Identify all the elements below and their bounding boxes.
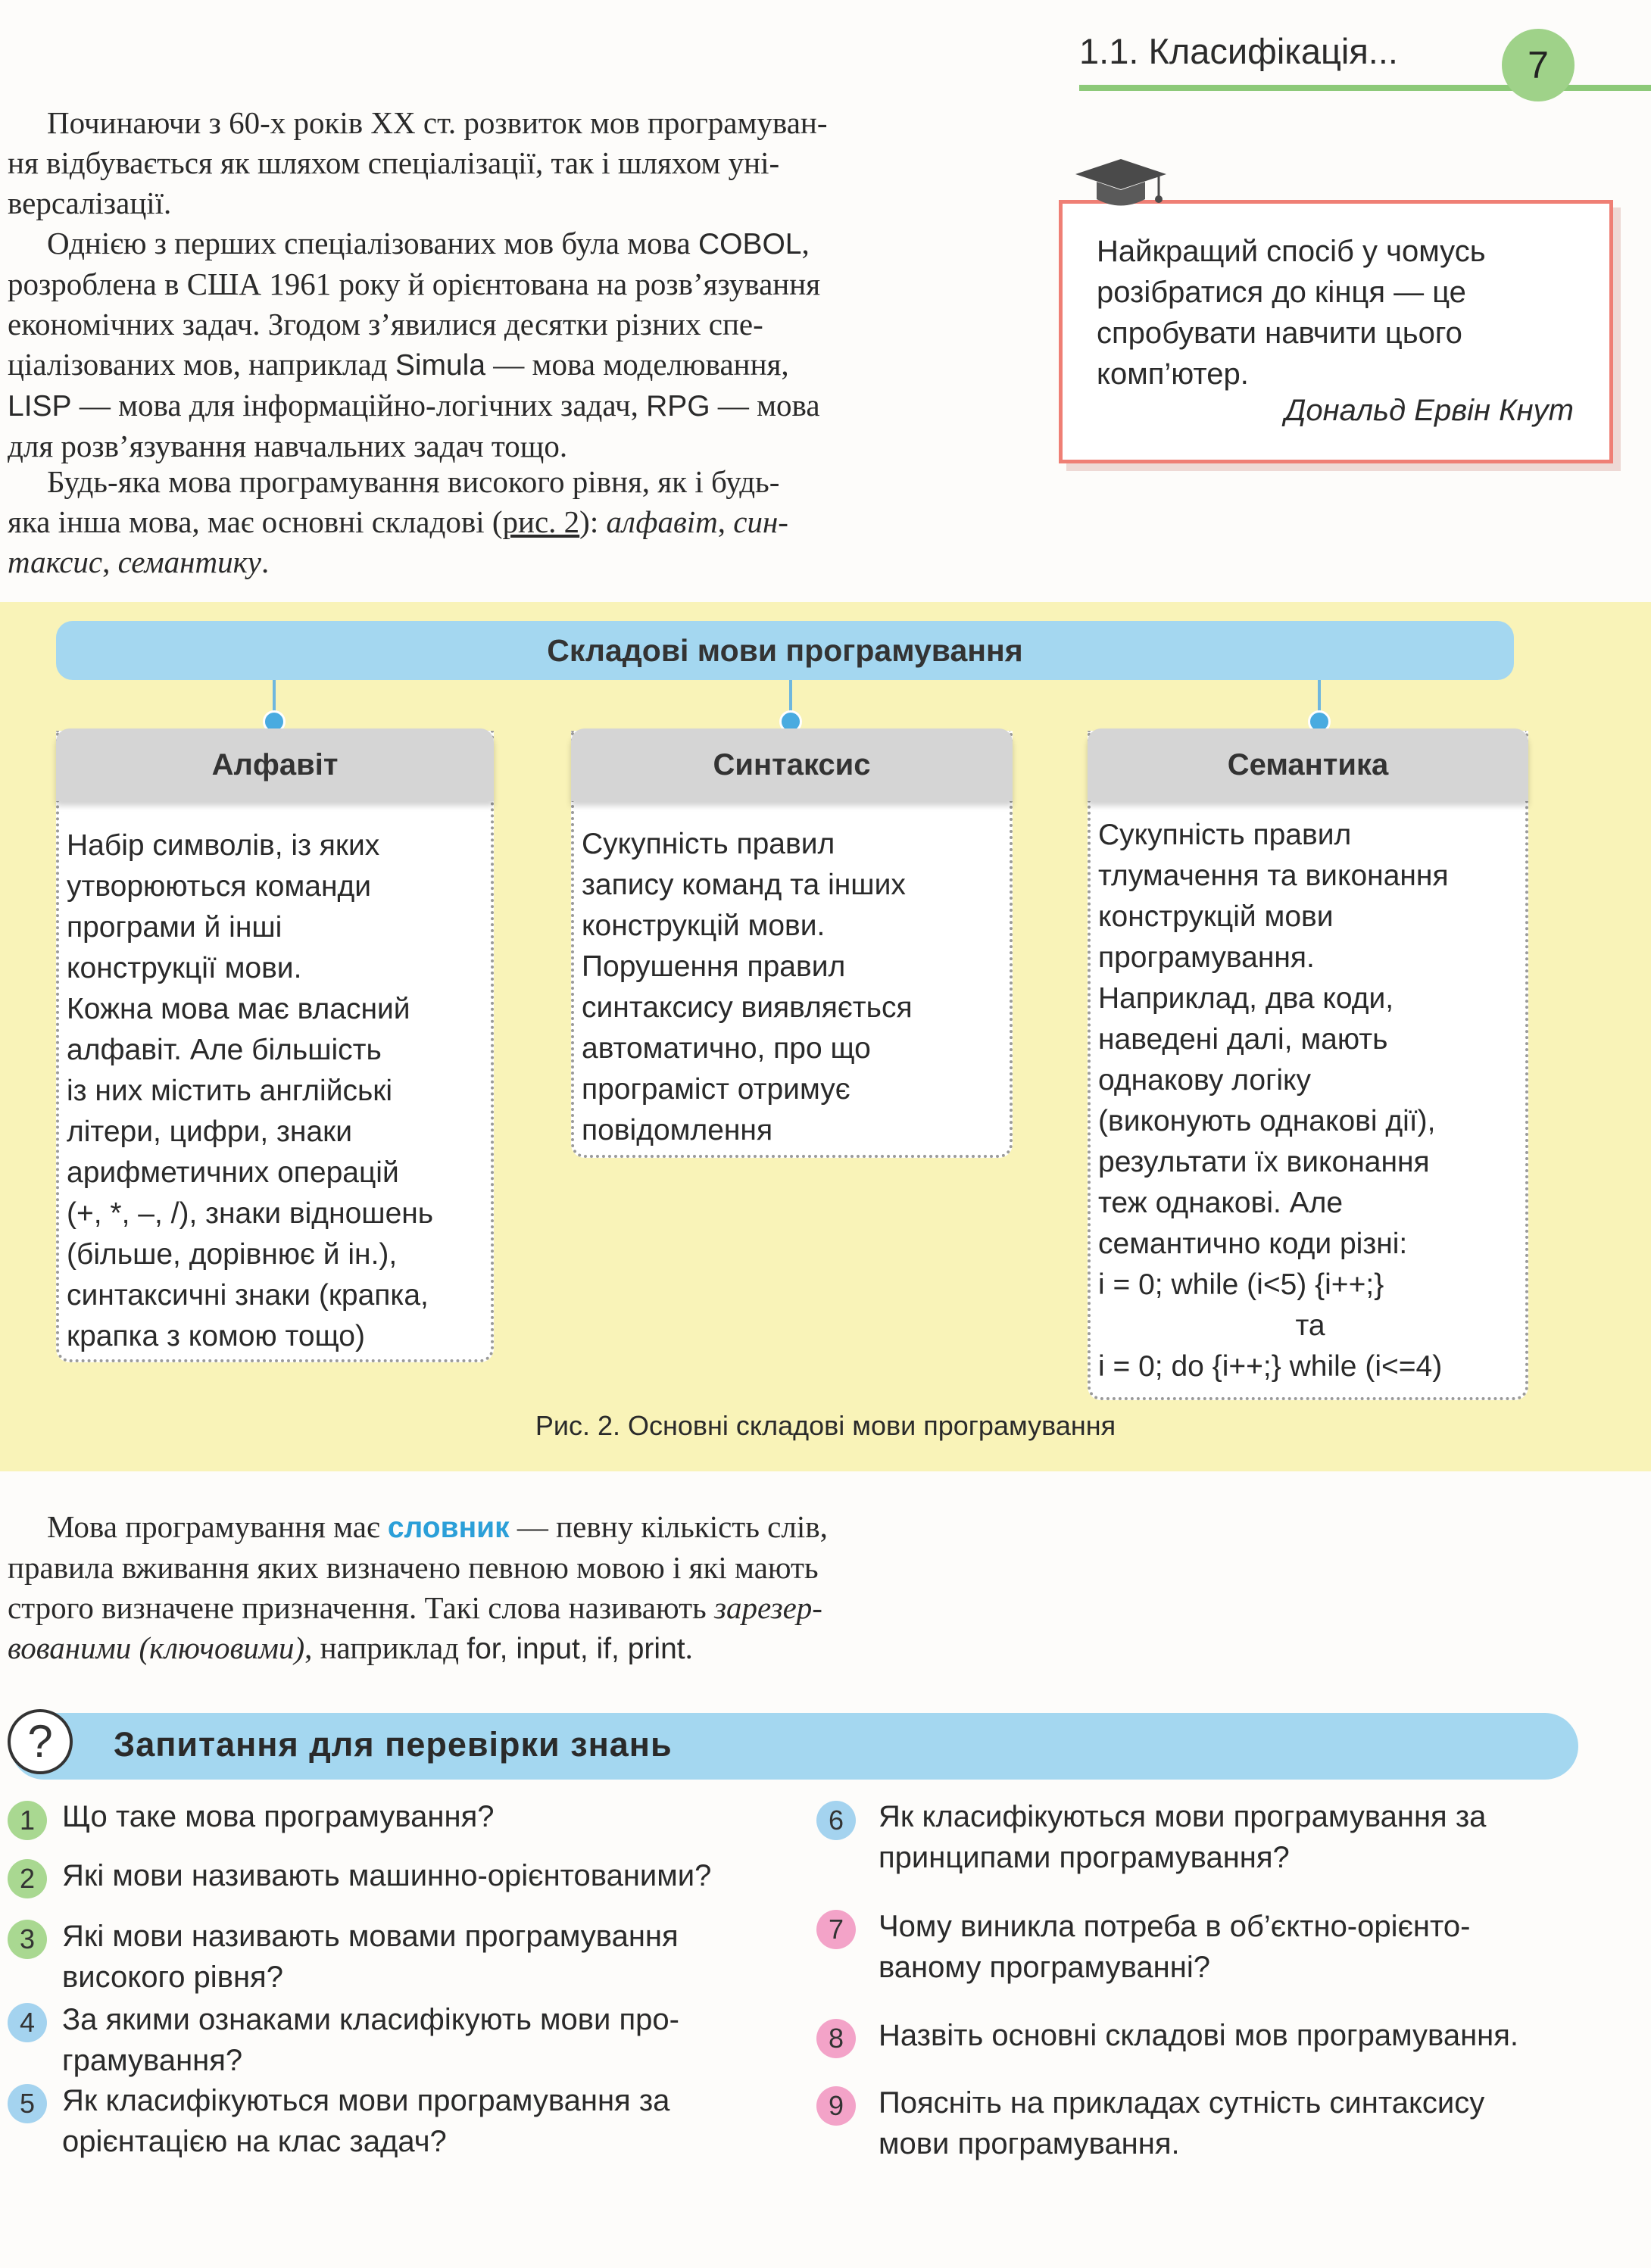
card-semantics-head: Семантика — [1088, 728, 1528, 801]
question-number: 7 — [816, 1910, 856, 1949]
question-number: 4 — [8, 2003, 47, 2042]
paragraph-1 — [8, 103, 1019, 223]
question-mark-icon: ? — [8, 1709, 73, 1774]
keyword-term: словник — [387, 1511, 510, 1544]
graduation-cap-icon — [1068, 155, 1174, 216]
quote-author: Дональд Ервін Кнут — [1284, 394, 1574, 427]
paragraph-3: Будь-яка мова програмування високого рівня, як і будь- яка інша мова, має основні складові (рис. 2): алфавіт, син- таксис, семантику. — [8, 464, 788, 579]
p1-line: Починаючи з 60-х років XX ст. розвиток мов програмуван- — [47, 105, 828, 140]
question-number: 8 — [816, 2019, 856, 2058]
question-item: Що таке мова програмування? — [62, 1800, 495, 1833]
p1-line: ня відбувається як шляхом спеціалізації, так і шляхом уні- — [8, 145, 780, 180]
question-number: 3 — [8, 1920, 47, 1959]
question-number: 5 — [8, 2084, 47, 2123]
question-item: Чому виникла потреба в об’єктно-орієнто- ваному програмуванні? — [879, 1910, 1471, 1984]
quote-text: Найкращий спосіб у чомусь розібратися до кінця — це спробувати навчити цього комп’ютер. — [1097, 235, 1486, 391]
question-item: Поясніть на прикладах сутність синтаксису мови програмування. — [879, 2086, 1485, 2160]
figure-reference-link[interactable]: рис. 2 — [502, 504, 580, 539]
code-example: i = 0; do {i++;} while (i<=4) — [1098, 1350, 1443, 1383]
p1-line: версалізації. — [8, 186, 172, 220]
page-number: 7 — [1502, 29, 1575, 101]
question-item: Як класифікуються мови програмування за принципами програмування? — [879, 1800, 1487, 1874]
card-alphabet-body: Набір символів, із яких утворюються команди програми й інші конструкції мови. Кожна мова має власний алфавіт. Але більшість із них містить англійські літери, цифри, знаки арифметичних операцій (+, *, –, /), знаки відношень (більше, дорівнює й ін.), синтаксичні знаки (крапка, крапка з комою тощо) — [67, 829, 434, 1352]
code-separator: та — [1295, 1309, 1325, 1342]
question-number: 1 — [8, 1801, 47, 1840]
question-item: Які мови називають машинно-орієнтованими? — [62, 1859, 712, 1892]
section-title: 1.1. Класифікація... — [1079, 31, 1398, 71]
question-number: 6 — [816, 1801, 856, 1840]
paragraph-4: Мова програмування має словник — певну кількість слів, правила вживання яких визначено певною мовою і які мають строго визначене призначення. Такі слова називають зарезер- вованими (ключовими), наприклад for, input, if, print. — [8, 1509, 828, 1665]
card-syntax-body: Сукупність правил запису команд та інших конструкцій мови. Порушення правил синтаксису виявляється автоматично, про що програміст отримує повідомлення — [582, 828, 913, 1146]
questions-title: Запитання для перевірки знань — [114, 1725, 673, 1764]
diagram-title: Складові мови програмування — [56, 621, 1514, 680]
question-item: Назвіть основні складові мов програмування. — [879, 2019, 1519, 2052]
card-syntax-head: Синтаксис — [571, 728, 1013, 801]
paragraph-2: Однією з перших спеціалізованих мов була мова COBOL, розроблена в США 1961 року й орієнтована на розв’язування економічних задач. Згодом з’явилися десятки різних спе- ціалізованих мов, наприклад Simula — мова моделювання, LISP — мова для інформаційно-логічних задач, RPG — мова для розв’язування навчальних задач тощо. — [8, 226, 821, 463]
card-alphabet-head: Алфавіт — [56, 728, 494, 801]
question-item: Як класифікуються мови програмування за орієнтацією на клас задач? — [62, 2084, 670, 2158]
figure-caption: Рис. 2. Основні складові мови програмування — [535, 1410, 1116, 1441]
question-number: 9 — [816, 2086, 856, 2126]
question-item: За якими ознаками класифікують мови про- грамування? — [62, 2003, 679, 2077]
question-item: Які мови називають мовами програмування високого рівня? — [62, 1920, 679, 1994]
question-number: 2 — [8, 1859, 47, 1898]
card-semantics-body: Сукупність правил тлумачення та виконання конструкцій мови програмування. Наприклад, два коди, наведені далі, мають однакову логіку (виконують однакові дії), результати їх виконання теж однакові. Але семантично коди різні: i = 0; while (i<5) {i++;} та i = 0; do {i++;} while (i<=4) — [1098, 815, 1522, 1387]
